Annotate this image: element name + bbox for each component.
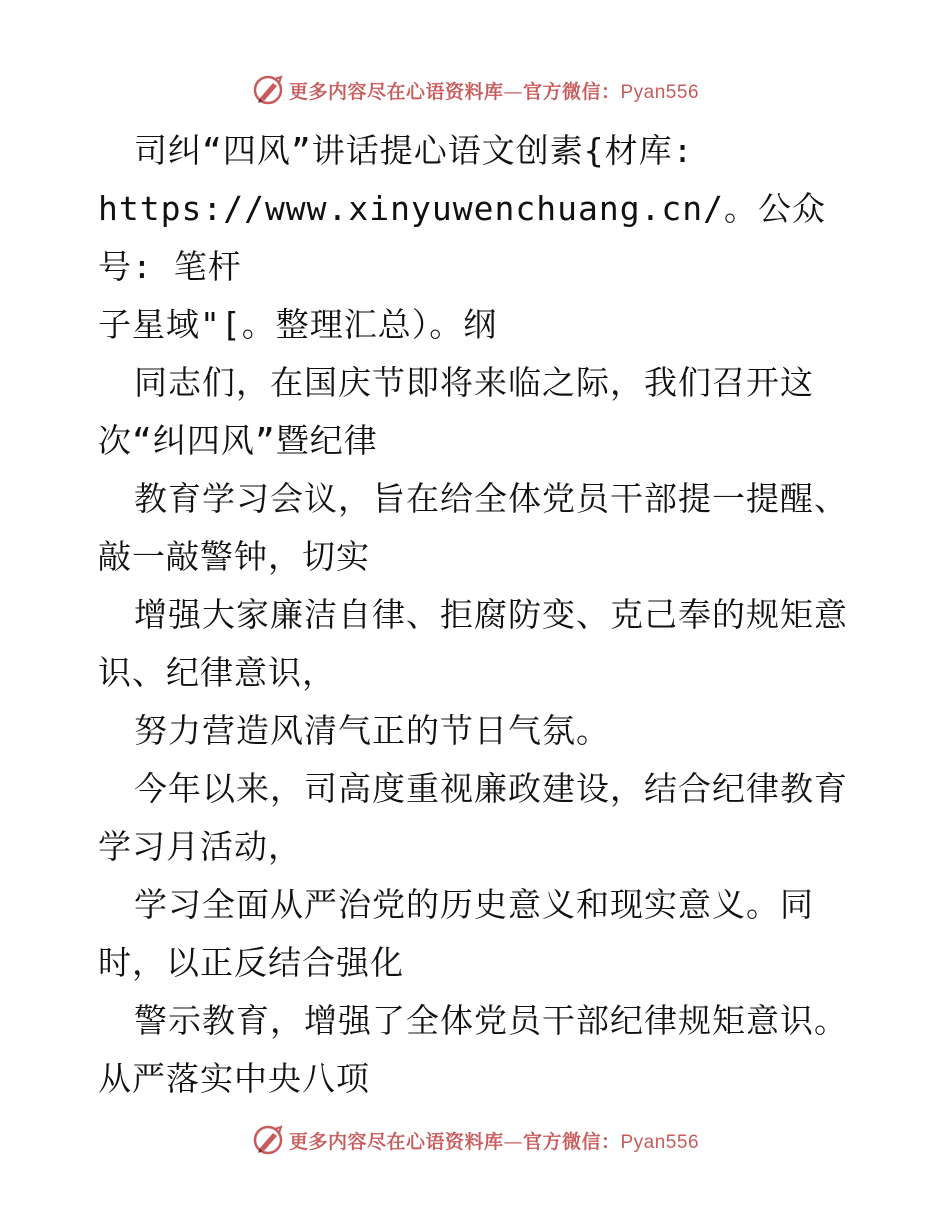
body-line-2: https://www.xinyuwenchuang.cn/。公众号: 笔杆 <box>98 189 827 286</box>
body-line-4: 同志们，在国庆节即将来临之际，我们召开这 <box>134 363 814 402</box>
body-line-3: 子星域"[。整理汇总）。纲 <box>98 305 498 344</box>
body-line-14: 时，以正反结合强化 <box>98 943 404 982</box>
body-line-6: 教育学习会议，旨在给全体党员干部提一提醒、 <box>134 479 848 518</box>
body-line-7: 敲一敲警钟，切实 <box>98 537 370 576</box>
body-line-1: 司纠“四风”讲话提心语文创素{材库: <box>134 131 694 170</box>
footer-banner-separator: — <box>503 1130 523 1153</box>
body-line-11: 今年以来，司高度重视廉政建设，结合纪律教育 <box>134 769 848 808</box>
body-line-10: 努力营造风清气正的节日气氛。 <box>134 711 610 750</box>
body-line-12: 学习月活动， <box>98 827 302 866</box>
body-line-16: 从严落实中央八项 <box>98 1059 370 1098</box>
header-banner <box>0 72 950 108</box>
body-line-9: 识、纪律意识， <box>98 653 336 692</box>
body-line-13: 学习全面从严治党的历史意义和现实意义。同 <box>134 885 814 924</box>
body-line-5: 次“纠四风”暨纪律 <box>98 421 378 460</box>
body-line-15: 警示教育，增强了全体党员干部纪律规矩意识。 <box>134 1001 848 1040</box>
body-line-8: 增强大家廉洁自律、拒腐防变、克己奉的规矩意 <box>134 595 848 634</box>
header-banner-slogan: 更多内容尽在心语资料库 <box>288 80 504 103</box>
pen-logo-icon <box>251 73 285 107</box>
header-banner-separator: — <box>503 80 523 103</box>
footer-banner-wechat-label: 官方微信： <box>522 1130 621 1153</box>
header-banner-text <box>289 77 699 104</box>
footer-banner-text <box>289 1127 699 1154</box>
pen-logo-icon <box>251 1123 285 1157</box>
header-banner-wechat-label: 官方微信： <box>522 80 621 103</box>
header-banner-wechat-id: Pyan556 <box>620 81 700 103</box>
document-body <box>98 122 858 1108</box>
footer-banner-slogan: 更多内容尽在心语资料库 <box>288 1130 504 1153</box>
footer-banner-wechat-id: Pyan556 <box>620 1131 700 1153</box>
footer-banner <box>0 1122 950 1158</box>
